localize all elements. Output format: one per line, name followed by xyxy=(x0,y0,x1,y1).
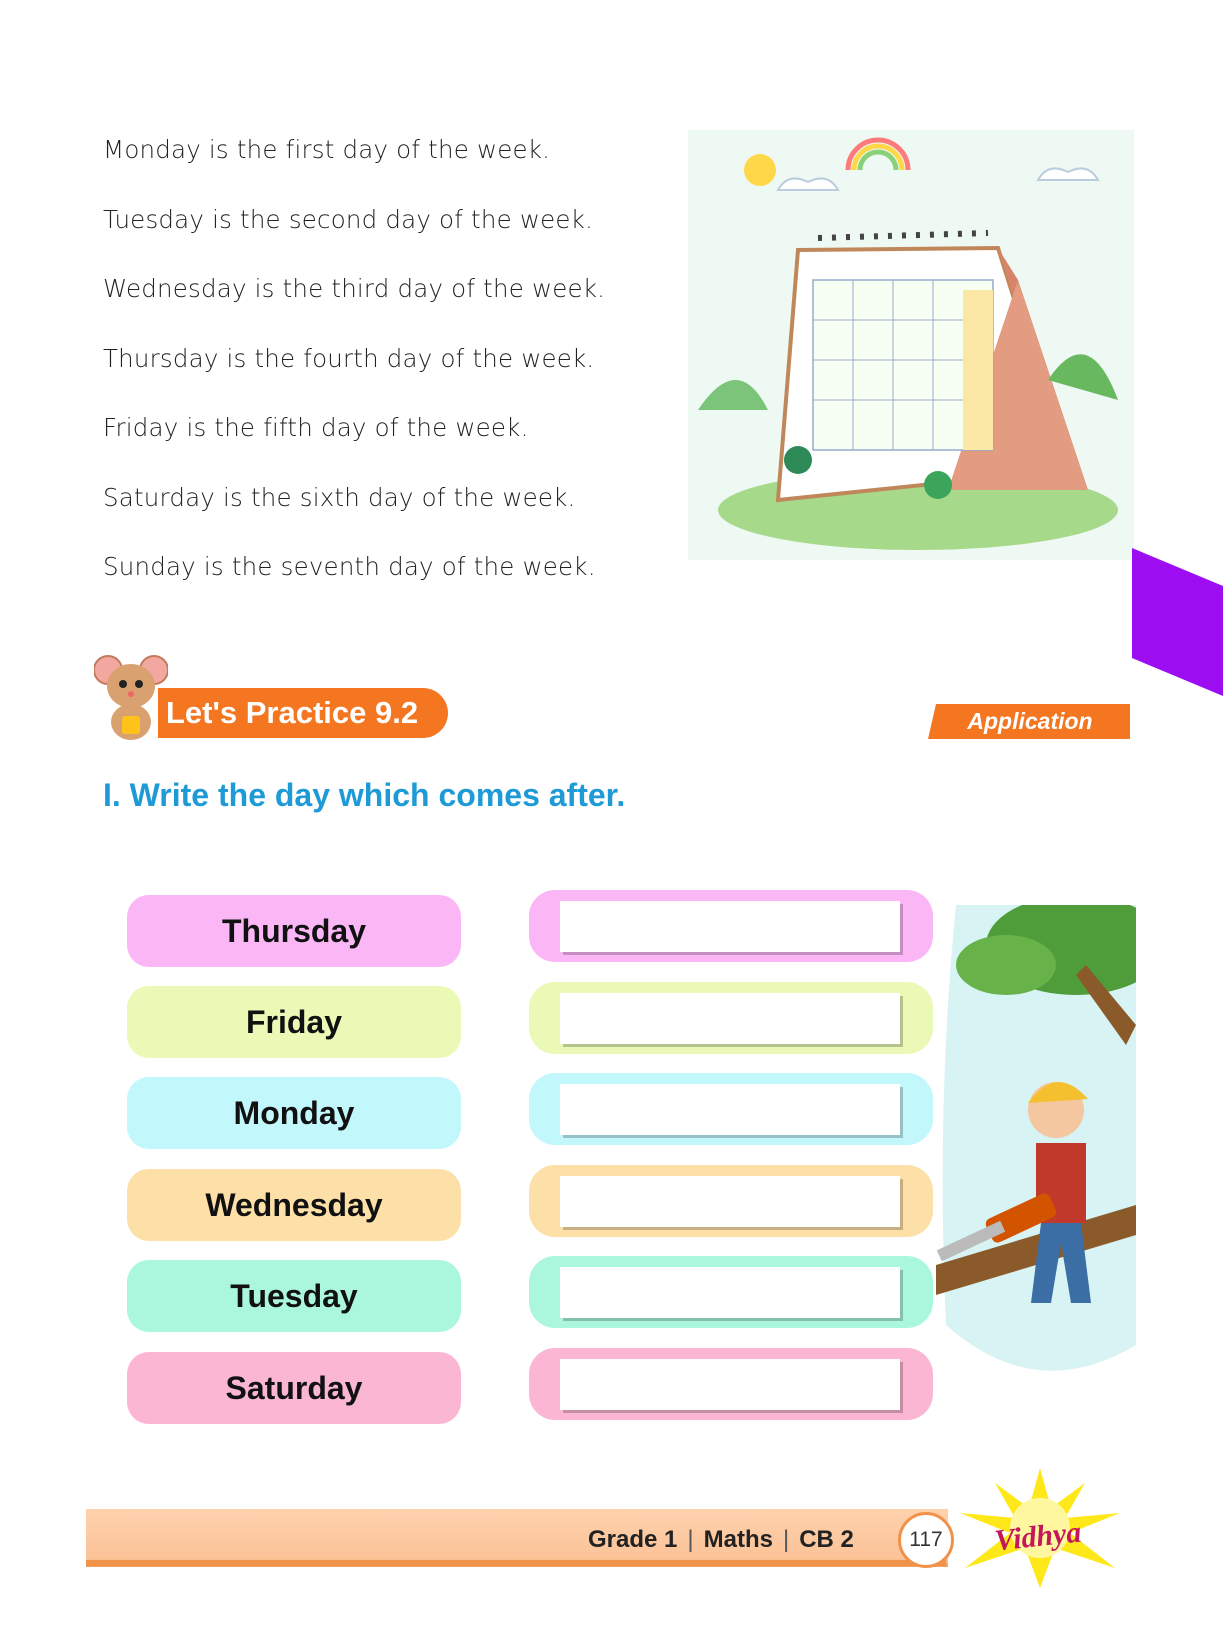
footer-separator: | xyxy=(782,1526,790,1553)
day-label-monday: Monday xyxy=(127,1077,461,1149)
footer-underline xyxy=(86,1560,946,1566)
day-label-friday: Friday xyxy=(127,986,461,1058)
sentence-tuesday: Tuesday is the second day of the week. xyxy=(103,204,593,234)
answer-pill-5 xyxy=(529,1256,933,1328)
day-label-saturday: Saturday xyxy=(127,1352,461,1424)
purple-side-tab xyxy=(1132,548,1223,696)
answer-pill-6 xyxy=(529,1348,933,1420)
answer-pill-3 xyxy=(529,1073,933,1145)
footer-book-info xyxy=(588,1520,854,1560)
sentence-sunday: Sunday is the seventh day of the week. xyxy=(103,552,596,581)
sentence-friday: Friday is the fifth day of the week. xyxy=(103,413,529,442)
answer-box-1[interactable] xyxy=(560,901,900,952)
footer-subject: Maths xyxy=(703,1526,773,1553)
day-label-wednesday: Wednesday xyxy=(127,1169,461,1241)
mouse-mascot-icon xyxy=(94,650,168,742)
application-tag: Application xyxy=(967,708,1093,734)
man-sawing-branch-illustration xyxy=(936,905,1136,1405)
answer-pill-2 xyxy=(529,982,933,1054)
desk-calendar-illustration xyxy=(688,130,1134,560)
question-title: I. Write the day which comes after. xyxy=(103,777,626,813)
vidhya-logo-text: Vidhya xyxy=(993,1515,1083,1558)
footer-book: CB 2 xyxy=(799,1526,854,1553)
answer-box-5[interactable] xyxy=(560,1267,900,1318)
answer-box-4[interactable] xyxy=(560,1176,900,1227)
sentence-wednesday: Wednesday is the third day of the week. xyxy=(103,274,606,303)
answer-box-6[interactable] xyxy=(560,1359,900,1410)
day-label-tuesday: Tuesday xyxy=(127,1260,461,1332)
answer-pill-4 xyxy=(529,1165,933,1237)
practice-heading: Let's Practice 9.2 xyxy=(166,695,419,730)
footer-separator: | xyxy=(687,1526,694,1553)
day-label-thursday: Thursday xyxy=(127,895,461,967)
answer-box-2[interactable] xyxy=(560,993,900,1044)
page-number: 117 xyxy=(909,1528,943,1551)
sentence-saturday: Saturday is the sixth day of the week. xyxy=(103,482,576,512)
footer-grade: Grade 1 xyxy=(588,1526,678,1553)
sentence-thursday: Thursday is the fourth day of the week. xyxy=(103,343,595,373)
answer-box-3[interactable] xyxy=(560,1084,900,1135)
day-sentences xyxy=(103,128,605,615)
sentence-monday: Monday is the first day of the week. xyxy=(103,135,551,164)
answer-pill-1 xyxy=(529,890,933,962)
